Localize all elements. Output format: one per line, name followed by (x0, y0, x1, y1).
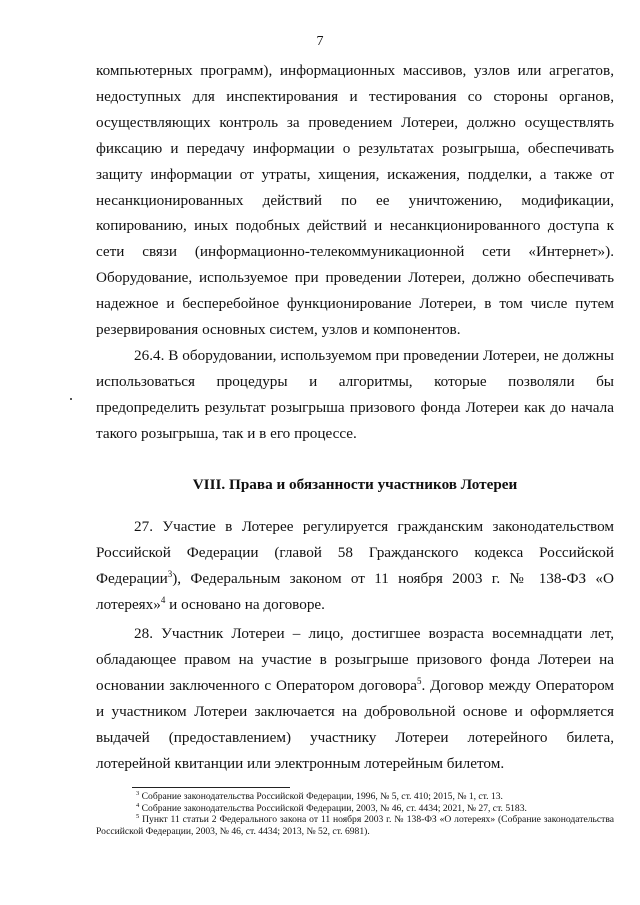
paragraph-27-text-b: ), Федеральным законом от 11 ноября 2003 г. № 138-ФЗ «О лотереях» (96, 569, 614, 613)
footnote-mark: 3 (136, 789, 140, 797)
paragraph-27 (96, 514, 614, 618)
paragraph-27-text-a: 27. Участие в Лотерее регулируется гражданским законодательством Российской Федерации (главой 58 Гражданского кодекса Российской Федерации (96, 518, 614, 587)
paragraph-28-text-b: . Договор между Оператором и участником Лотереи заключается на добровольной основе и оформляется выдачей (предоставлением) участнику Лотереи лотерейного билета, лотерейной квитанции или электронным лотерейным билетом. (96, 676, 614, 772)
footnote-5 (96, 814, 614, 837)
paragraph-28-text-a: 28. Участник Лотереи – лицо, достигшее возраста восемнадцати лет, обладающее правом на участие в розыгрыше призового фонда Лотереи на основании заключенного с Оператором договора (96, 625, 614, 694)
paragraph-26-4: 26.4. В оборудовании, используемом при проведении Лотереи, не должны использоваться процедуры и алгоритмы, которые позволяли бы предопределить результат розыгрыша призового фонда Лотереи как до начала такого розыгрыша, так и в его процессе. (96, 347, 614, 442)
footnote-text: Собрание законодательства Российской Федерации, 2003, № 46, ст. 4434; 2021, № 27, ст. 5183. (139, 802, 527, 814)
scan-mark (70, 398, 72, 400)
section-heading: VIII. Права и обязанности участников Лотереи (192, 476, 518, 493)
footnote-3 (96, 791, 614, 803)
paragraph-28 (96, 621, 614, 776)
footnote-ref-3: 3 (167, 568, 173, 579)
footnotes (96, 791, 614, 837)
footnote-text: Пункт 11 статьи 2 Федерального закона от 11 ноября 2003 г. № 138-ФЗ «О лотереях» (Собрание законодательства Российской Федерации, 2003, № 46, ст. 4434; 2013, № 52, ст. 6981). (96, 814, 614, 837)
footnote-text: Собрание законодательства Российской Федерации, 1996, № 5, ст. 410; 2015, № 1, ст. 13. (139, 791, 503, 802)
footnote-mark: 4 (136, 801, 140, 809)
page-number: 7 (316, 34, 324, 49)
paragraph-continuation: компьютерных программ), информационных массивов, узлов или агрегатов, недоступных для инспектирования и тестирования со стороны органов, осуществляющих контроль за проведением Лотереи, должно осуществлять фиксацию и передачу информации о результатах розыгрыша, обеспечивать защиту информации от утраты, хищения, искажения, подделки, а также от несанкционированных действий по ее уничтожению, модификации, копированию, иных подобных действий и несанкционированного доступа к сети связи (информационно-телекоммуникационной сети «Интернет»). Оборудование, используемое при проведении Лотереи, должно обеспечивать надежное и бесперебойное функционирование Лотереи, в том числе путем резервирования основных систем, узлов и компонентов. (96, 62, 614, 339)
footnote-ref-5: 5 (416, 675, 422, 686)
footnote-ref-4: 4 (160, 594, 166, 605)
footnote-mark: 5 (136, 813, 140, 820)
footnote-4 (96, 803, 614, 815)
footnote-divider (132, 787, 290, 788)
paragraph-27-text-c: и основано на договоре. (165, 595, 325, 613)
